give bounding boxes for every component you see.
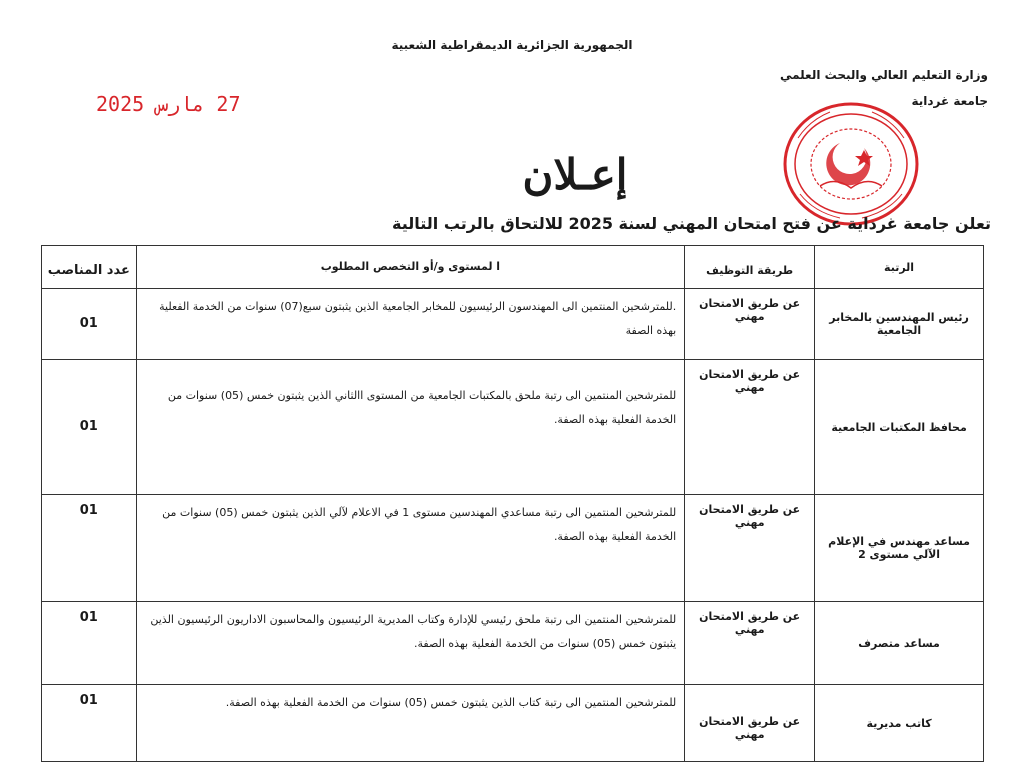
announcement-date: 27 مارس 2025 (96, 92, 241, 116)
table-row (42, 495, 984, 602)
row-rank: محافظ المكتبات الجامعية (815, 360, 984, 495)
row-count: 01 (42, 602, 137, 685)
table-row (42, 602, 984, 685)
row-count: 01 (42, 360, 137, 495)
republic-name: الجمهورية الجزائرية الديمقراطية الشعبية (391, 38, 633, 52)
row-requirement: للمترشحين المنتمين الى رتبة ملحق رئيسي للإدارة وكتاب المديرية الرئيسيون والمحاسبون الاداريون الرئيسيون الذين يثبتون خمس (05) سنوات من الخدمة الفعلية بهذه الصفة. (136, 602, 685, 685)
row-method: عن طريق الامتحان مهني (685, 289, 815, 360)
row-count: 01 (42, 495, 137, 602)
row-method: عن طريق الامتحان مهني (685, 602, 815, 685)
row-rank: مساعد متصرف (815, 602, 984, 685)
table-row (42, 289, 984, 360)
header-method: طريقة التوظيف (685, 246, 815, 289)
university-name: جامعة غرداية (911, 94, 988, 108)
positions-table (41, 245, 984, 762)
row-requirement: للمترشحين المنتمين الى رتبة ملحق بالمكتبات الجامعية من المستوى االثاني الذين يثبتون خمس (05) سنوات من الخدمة الفعلية بهذه الصفة. (136, 360, 685, 495)
table-row (42, 360, 984, 495)
announcement-title: إعـلان (522, 150, 628, 199)
row-rank: كاتب مديرية (815, 685, 984, 762)
row-method: عن طريق الامتحان مهني (685, 685, 815, 762)
row-method: عن طريق الامتحان مهني (685, 495, 815, 602)
header-count: عدد المناصب (42, 246, 137, 289)
table-header-row (42, 246, 984, 289)
row-count: 01 (42, 685, 137, 762)
row-rank: رئيس المهندسين بالمخابر الجامعية (815, 289, 984, 360)
header-rank: الرتبة (815, 246, 984, 289)
row-count: 01 (42, 289, 137, 360)
row-requirement: .للمترشحين المنتمين الى المهندسون الرئيسيون للمخابر الجامعية الذين يثبتون سبع(07) سنوات من الخدمة الفعلية بهذه الصفة (136, 289, 685, 360)
ministry-name: وزارة التعليم العالي والبحث العلمي (779, 68, 988, 82)
row-requirement: للمترشحين المنتمين الى رتبة مساعدي المهندسين مستوى 1 في الاعلام لآلي الذين يثبتون خمس (05) سنوات من الخدمة الفعلية بهذه الصفة. (136, 495, 685, 602)
row-rank: مساعد مهندس في الإعلام الآلي مستوى 2 (815, 495, 984, 602)
header-requirement: ا لمستوى و/أو التخصص المطلوب (136, 246, 685, 289)
row-requirement: للمترشحين المنتمين الى رتبة كتاب الذين يثبتون خمس (05) سنوات من الخدمة الفعلية بهذه الصفة. (136, 685, 685, 762)
announcement-intro: تعلن جامعة غرداية عن فتح امتحان المهني لسنة 2025 للالتحاق بالرتب التالية (392, 214, 991, 233)
row-method: عن طريق الامتحان مهني (685, 360, 815, 495)
table-row (42, 685, 984, 762)
